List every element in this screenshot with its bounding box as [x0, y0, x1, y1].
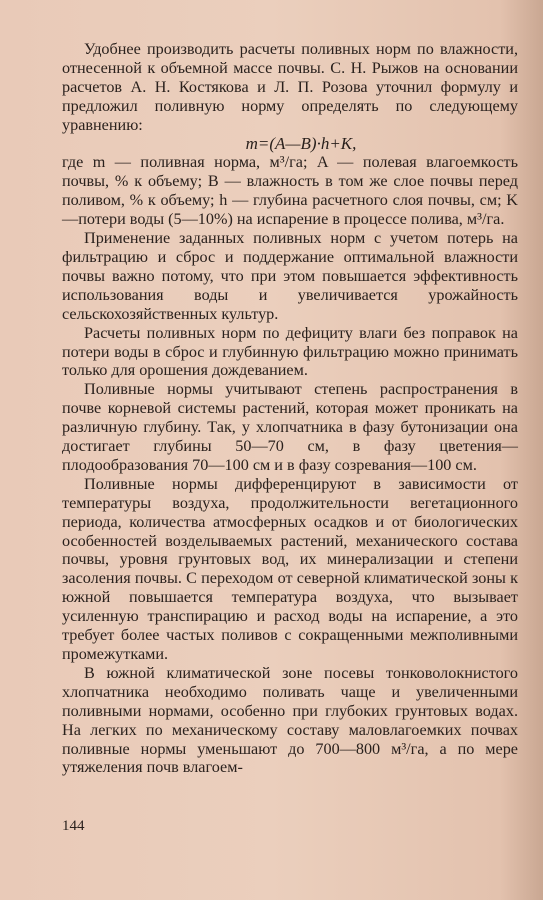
- page-number: 144: [62, 818, 85, 834]
- paragraph-losses: Применение заданных поливных норм с учетом потерь на фильтрацию и сброс и поддержание оптимальной влажности почвы важно потому, что при этом повышается эффективность использования воды и увеличивается урожайность сельскохозяйственных культур.: [62, 229, 518, 323]
- paragraph-intro: Удобнее производить расчеты поливных норм по влажности, отнесенной к объемной массе почвы. С. Н. Рыжов на основании расчетов А. Н. Костякова и Л. П. Розова уточнил формулу и предложил поливную норму определять по следующему уравнению:: [62, 40, 518, 134]
- formula: m=(A—B)·h+K,: [245, 133, 357, 153]
- paragraph-southern-zone: В южной климатической зоне посевы тонковолокнистого хлопчатника необходимо поливать чаще и увеличенными поливными нормами, особенно при глубоких грунтовых водах. На легких по механическому составу маловлагоемких почвах поливные нормы уменьшают до 700—800 м³/га, а по мере утяжеления почв влагоем-: [62, 663, 518, 777]
- paragraph-deficit: Расчеты поливных норм по дефициту влаги без поправок на потери воды в сброс и глубинную фильтрацию можно принимать только для орошения дождеванием.: [62, 323, 518, 380]
- paragraph-differentiation: Поливные нормы дифференцируют в зависимости от температуры воздуха, продолжительности вегетационного периода, количества атмосферных осадков и от биологических особенностей возделываемых растений, механического состава почвы, уровня грунтовых вод, их минерализации и степени засоления почвы. С переходом от северной климатической зоны к южной повышается температура воздуха, что вызывает усиленную транспирацию и расход воды на испарение, а это требует более частых поливов с сокращенными межполивными промежутками.: [62, 474, 518, 663]
- paragraph-root-depth: Поливные нормы учитывают степень распространения в почве корневой системы растений, которая может проникать на различную глубину. Так, у хлопчатника в фазу бутонизации она достигает глубины 50—70 см, в фазу цветения—плодообразования 70—100 см и в фазу созревания—100 см.: [62, 380, 518, 474]
- page-text: [62, 40, 518, 777]
- paragraph-formula-legend: где m — поливная норма, м³/га; A — полевая влагоемкость почвы, % к объему; B — влажность в том же слое почвы перед поливом, % к объему; h — глубина расчетного слоя почвы, см; K—потери воды (5—10%) на испарение в процессе полива, м³/га.: [62, 153, 518, 229]
